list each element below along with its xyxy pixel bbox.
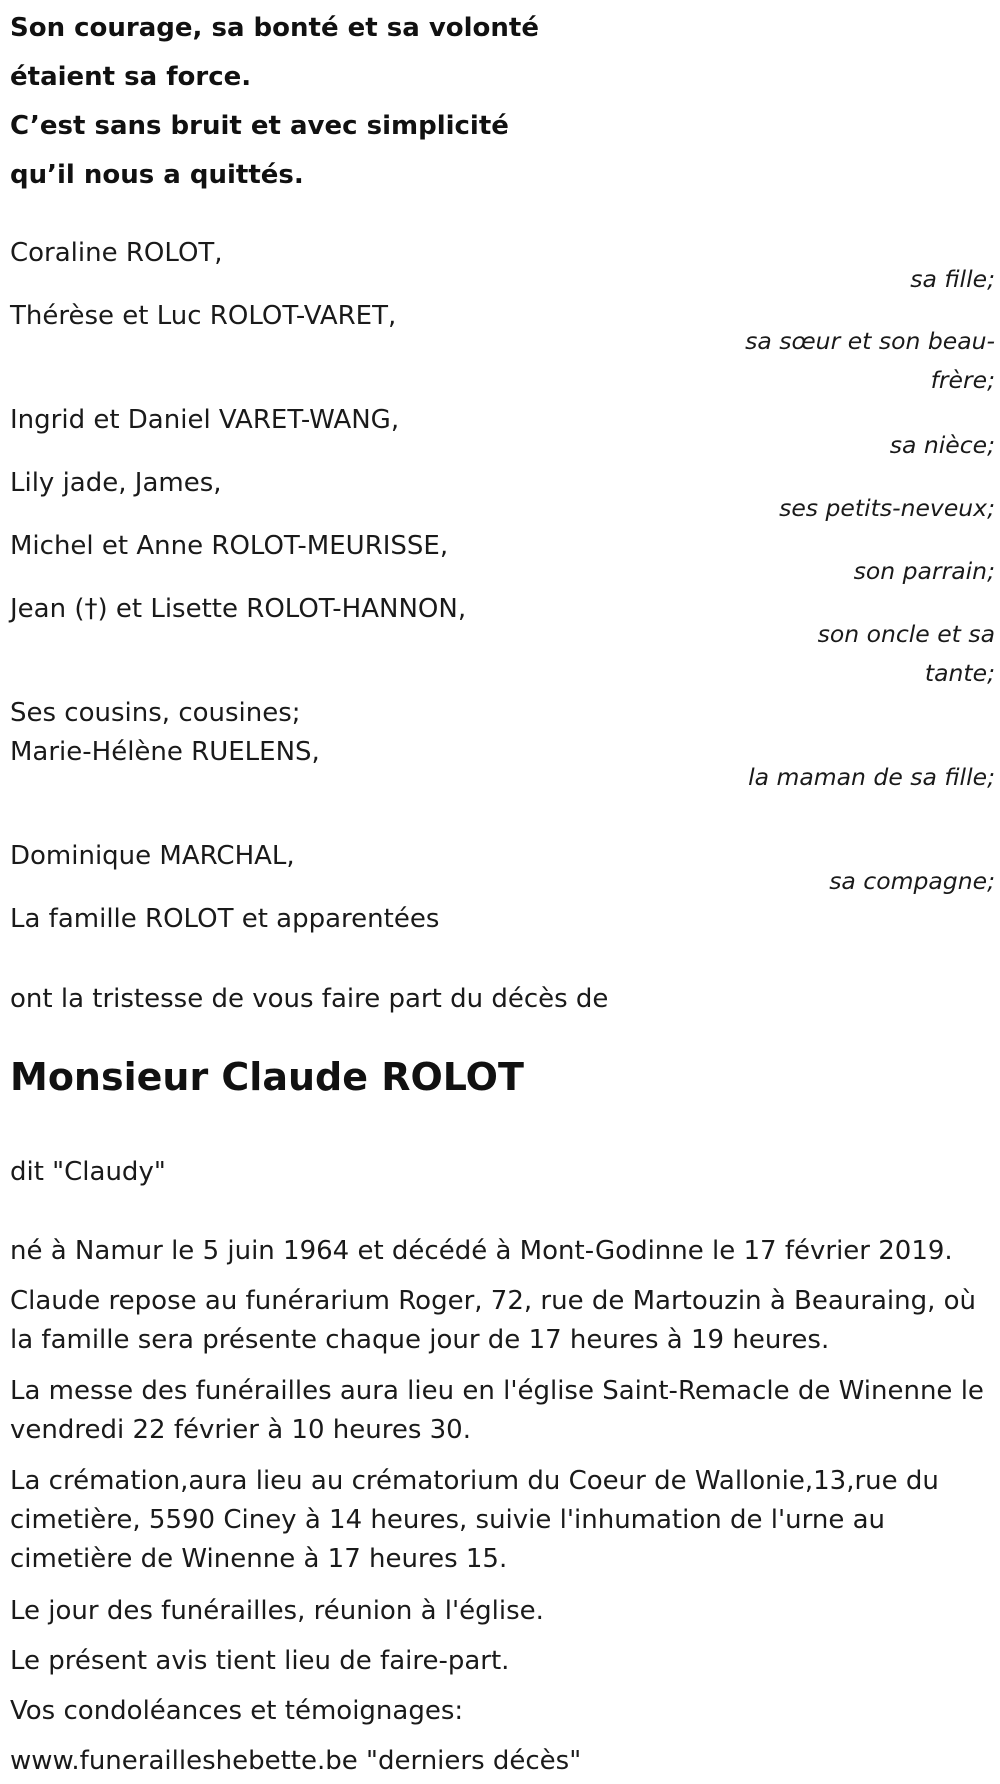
family-name-therese-luc: Thérèse et Luc ROLOT-VARET, — [10, 301, 397, 331]
family-relation-jean-lisette: son oncle et sa tante; — [817, 620, 995, 687]
mass-info: La messe des funérailles aura lieu en l'église Saint-Remacle de Winenne le vendredi 22 février à 10 heures 30. — [10, 1376, 984, 1445]
meeting-info: Le jour des funérailles, réunion à l'église. — [10, 1596, 544, 1626]
cremation-info: La crémation,aura lieu au crématorium du Coeur de Wallonie,13,rue du cimetière, 5590 Ciney à 14 heures, suivie l'inhumation de l'urne au cimetière de Winenne à 17 heures 15. — [10, 1466, 939, 1574]
family-name-lily-james: Lily jade, James, — [10, 468, 222, 498]
family-name-coraline: Coraline ROLOT, — [10, 238, 223, 268]
poem-line: qu’il nous a quittés. — [10, 160, 304, 190]
family-name-michel-anne: Michel et Anne ROLOT-MEURISSE, — [10, 531, 449, 561]
website-link[interactable]: www.funerailleshebette.be "derniers décès" — [10, 1746, 582, 1776]
funerarium-info: Claude repose au funérarium Roger, 72, rue de Martouzin à Beauraing, où la famille sera présente chaque jour de 17 heures à 19 heures. — [10, 1286, 977, 1355]
family-relation-michel-anne: son parrain; — [853, 557, 995, 585]
family-relation-therese-luc: sa sœur et son beau-frère; — [745, 327, 995, 394]
poem — [10, 4, 710, 200]
family-name-dominique: Dominique MARCHAL, — [10, 841, 295, 871]
poem-line: Son courage, sa bonté et sa volonté — [10, 13, 539, 43]
family-name-ingrid-daniel: Ingrid et Daniel VARET-WANG, — [10, 405, 400, 435]
deceased-name: Monsieur Claude ROLOT — [10, 1055, 524, 1099]
family-name-cousins: Ses cousins, cousines; — [10, 698, 301, 728]
birth-death-info: né à Namur le 5 juin 1964 et décédé à Mont-Godinne le 17 février 2019. — [10, 1236, 953, 1266]
poem-line: étaient sa force. — [10, 62, 252, 92]
announcement-text: ont la tristesse de vous faire part du décès de — [10, 984, 609, 1014]
family-relation-lily-james: ses petits-neveux; — [779, 494, 995, 522]
family-relation-marie-helene: la maman de sa fille; — [748, 763, 995, 791]
family-name-marie-helene: Marie-Hélène RUELENS, — [10, 737, 320, 767]
condolences-label: Vos condoléances et témoignages: — [10, 1696, 464, 1726]
family-name-famille-rolot: La famille ROLOT et apparentées — [10, 904, 440, 934]
faire-part-info: Le présent avis tient lieu de faire-part. — [10, 1646, 510, 1676]
family-relation-dominique: sa compagne; — [829, 867, 995, 895]
family-name-jean-lisette: Jean (†) et Lisette ROLOT-HANNON, — [10, 594, 467, 624]
nickname: dit "Claudy" — [10, 1157, 166, 1187]
family-relation-ingrid-daniel: sa nièce; — [889, 431, 995, 459]
poem-line: C’est sans bruit et avec simplicité — [10, 111, 509, 141]
family-relation-coraline: sa fille; — [910, 265, 995, 293]
